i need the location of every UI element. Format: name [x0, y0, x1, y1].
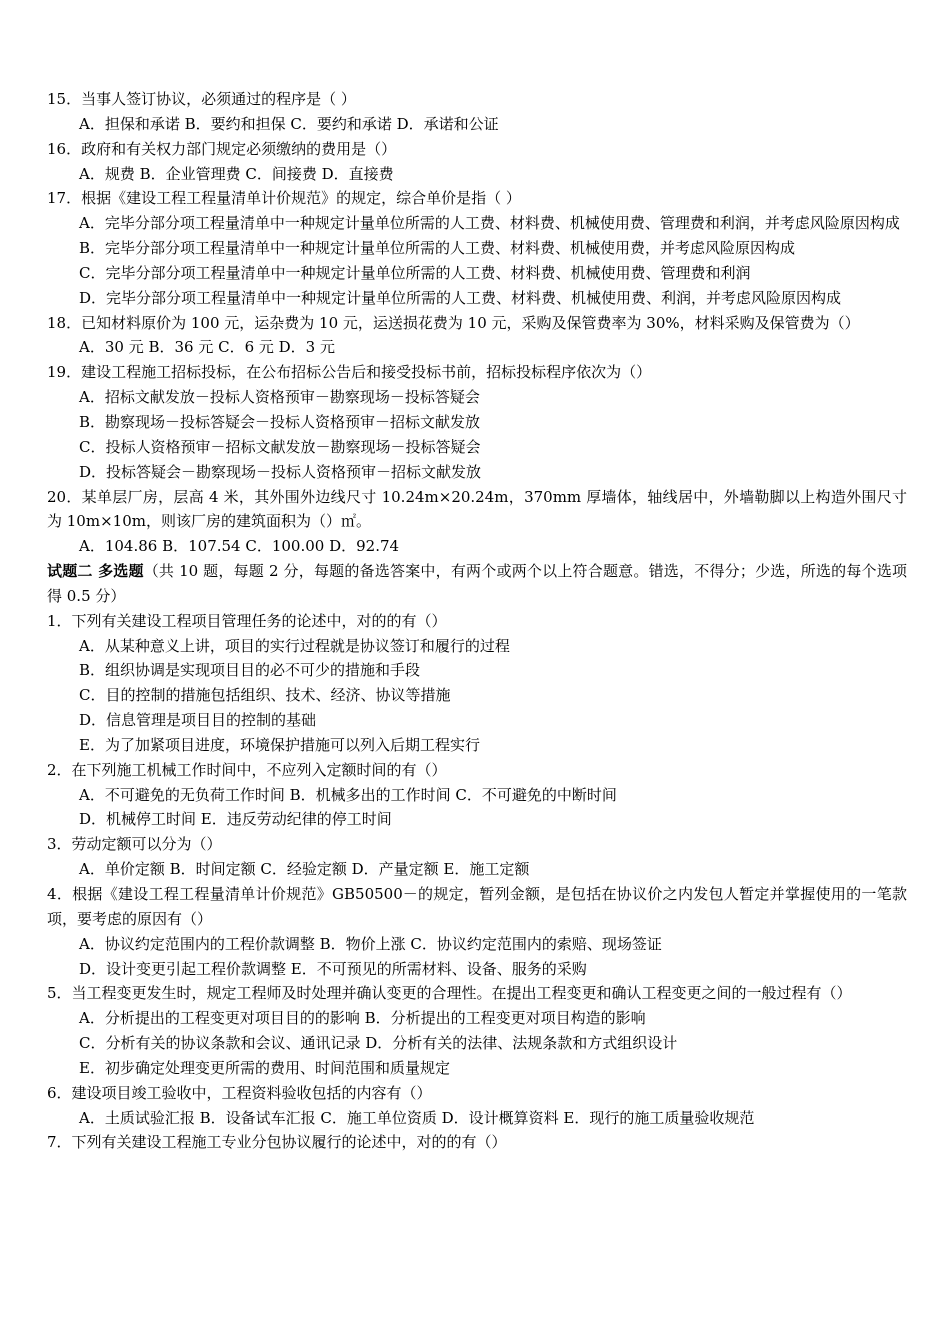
section-title: 试题二 多选题: [47, 562, 144, 581]
m4-abc-line: A．协议约定范围内的工程价款调整 B．物价上涨 C．协议约定范围内的索赔、现场签证: [79, 934, 662, 953]
q18-line: 18．已知材料原价为 100 元，运杂费为 10 元，运送损花费为 10 元，采购及保管费率为 30%，材料采购及保管费为（）: [47, 313, 860, 332]
q19-d-line: D．投标答疑会－勘察现场－投标人资格预审－招标文献发放: [79, 462, 482, 481]
m1-b-line: B．组织协调是实现项目目的必不可少的措施和手段: [79, 661, 421, 680]
q16-line: 16．政府和有关权力部门规定必须缴纳的费用是（）: [47, 139, 397, 158]
m7-line: 7．下列有关建设工程施工专业分包协议履行的论述中，对的的有（）: [47, 1133, 507, 1152]
q20-opts-line: A．104.86 B．107.54 C．100.00 D．92.74: [79, 537, 400, 556]
m3-opts-line: A．单价定额 B．时间定额 C．经验定额 D．产量定额 E．施工定额: [79, 860, 530, 879]
m6-opts-line: A．土质试验汇报 B．设备试车汇报 C．施工单位资质 D．设计概算资料 E．现行的施工质量验收规范: [79, 1108, 755, 1127]
q19-b-line: B．勘察现场－投标答疑会－投标人资格预审－招标文献发放: [79, 412, 481, 431]
m2-line: 2．在下列施工机械工作时间中，不应列入定额时间的有（）: [47, 760, 447, 779]
q18-opts-line: A．30 元 B．36 元 C．6 元 D．3 元: [79, 338, 335, 357]
m6-line: 6．建设项目竣工验收中，工程资料验收包括的内容有（）: [47, 1083, 432, 1102]
q17-d-line: D．完毕分部分项工程量清单中一种规定计量单位所需的人工费、材料费、机械使用费、利润，并考虑风险原因构成: [79, 288, 842, 307]
m5-e-line: E．初步确定处理变更所需的费用、时间范围和质量规定: [79, 1058, 450, 1077]
q17-line: 17．根据《建设工程工程量清单计价规范》的规定，综合单价是指（ ）: [47, 189, 521, 208]
m5-ab-line: A．分析提出的工程变更对项目目的的影响 B．分析提出的工程变更对项目构造的影响: [79, 1009, 646, 1028]
m1-d-line: D．信息管理是项目目的控制的基础: [79, 711, 317, 730]
q19-c-line: C．投标人资格预审－招标文献发放－勘察现场－投标答疑会: [79, 437, 481, 456]
q19-a-line: A．招标文献发放－投标人资格预审－勘察现场－投标答疑会: [79, 388, 480, 407]
m3-line: 3．劳动定额可以分为（）: [47, 835, 222, 854]
q20-line: 20．某单层厂房，层高 4 米，其外围外边线尺寸 10.24m×20.24m，370mm 厚墙体，轴线居中，外墙勒脚以上构造外围尺寸为 10m×10m，则该厂房的建筑面积为（）㎡。: [47, 487, 907, 531]
q17-c-line: C．完毕分部分项工程量清单中一种规定计量单位所需的人工费、材料费、机械使用费、管理费和利润: [79, 263, 751, 282]
sec2-line: [47, 559, 907, 609]
m5-line: 5．当工程变更发生时，规定工程师及时处理并确认变更的合理性。在提出工程变更和确认工程变更之间的一般过程有（）: [47, 984, 852, 1003]
m4-line: 4．根据《建设工程工程量清单计价规范》GB50500－的规定，暂列金额，是包括在协议价之内发包人暂定并掌握使用的一笔款项，要考虑的原因有（）: [47, 885, 907, 928]
q17-b-line: B．完毕分部分项工程量清单中一种规定计量单位所需的人工费、材料费、机械使用费，并考虑风险原因构成: [79, 239, 796, 258]
m1-a-line: A．从某种意义上讲，项目的实行过程就是协议签订和履行的过程: [79, 636, 510, 655]
m1-line: 1．下列有关建设工程项目管理任务的论述中，对的的有（）: [47, 611, 447, 630]
m1-e-line: E．为了加紧项目进度，环境保护措施可以列入后期工程实行: [79, 735, 480, 754]
m2-abc-line: A．不可避免的无负荷工作时间 B．机械多出的工作时间 C．不可避免的中断时间: [79, 785, 617, 804]
q15-line: 15．当事人签订协议，必须通过的程序是（ ）: [47, 90, 356, 108]
m5-cd-line: C．分析有关的协议条款和会议、通讯记录 D．分析有关的法律、法规条款和方式组织设计: [79, 1034, 678, 1053]
section-instructions: （共 10 题，每题 2 分，每题的备选答案中，有两个或两个以上符合题意。错选，不得分；少选，所选的每个选项得 0.5 分）: [47, 562, 907, 605]
q17-a-line: A．完毕分部分项工程量清单中一种规定计量单位所需的人工费、材料费、机械使用费、管理费和利润，并考虑风险原因构成: [79, 214, 900, 233]
m1-c-line: C．目的控制的措施包括组织、技术、经济、协议等措施: [79, 686, 451, 705]
m4-de-line: D．设计变更引起工程价款调整 E．不可预见的所需材料、设备、服务的采购: [79, 959, 587, 978]
m2-de-line: D．机械停工时间 E．违反劳动纪律的停工时间: [79, 810, 392, 829]
exam-document: [47, 87, 907, 1155]
q15-opts-line: A．担保和承诺 B．要约和担保 C．要约和承诺 D．承诺和公证: [79, 114, 499, 133]
q19-line: 19．建设工程施工招标投标，在公布招标公告后和接受投标书前，招标投标程序依次为（）: [47, 363, 652, 382]
q16-opts-line: A．规费 B．企业管理费 C．间接费 D．直接费: [79, 164, 394, 183]
